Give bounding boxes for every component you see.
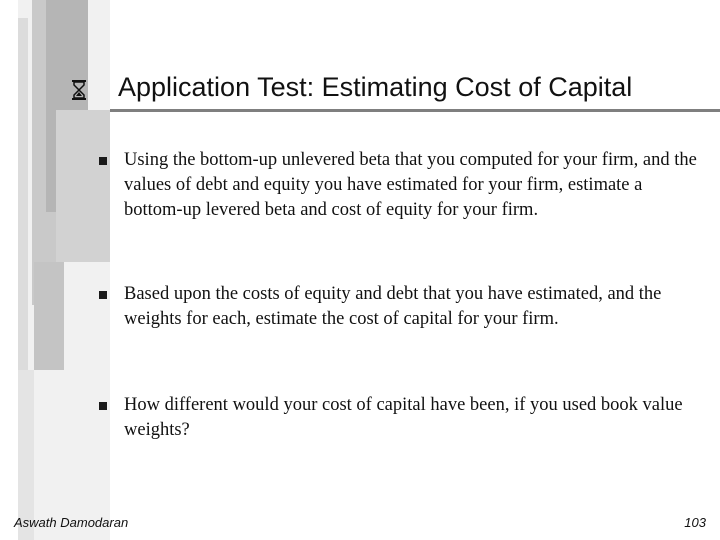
square-bullet-icon [99,157,107,165]
slide-title: Application Test: Estimating Cost of Capital [118,72,633,102]
bullet-text: How different would your cost of capital have been, if you used book value weights? [124,395,683,440]
decorative-band-block [34,262,64,370]
title-divider [110,109,720,112]
square-bullet-icon [99,291,107,299]
page-number: 103 [684,515,706,530]
bullet-text: Using the bottom-up unlevered beta that you computed for your firm, and the values of debt and equity you have estimated for your firm, estimate a bottom-up levered beta and cost of equity for your firm. [124,150,697,220]
footer-author: Aswath Damodaran [14,515,129,530]
square-bullet-icon [99,402,107,410]
decorative-band-block [56,110,110,262]
hourglass-icon [68,79,90,101]
bullet-text: Based upon the costs of equity and debt that you have estimated, and the weights for each, estimate the cost of capital for your firm. [124,284,662,329]
